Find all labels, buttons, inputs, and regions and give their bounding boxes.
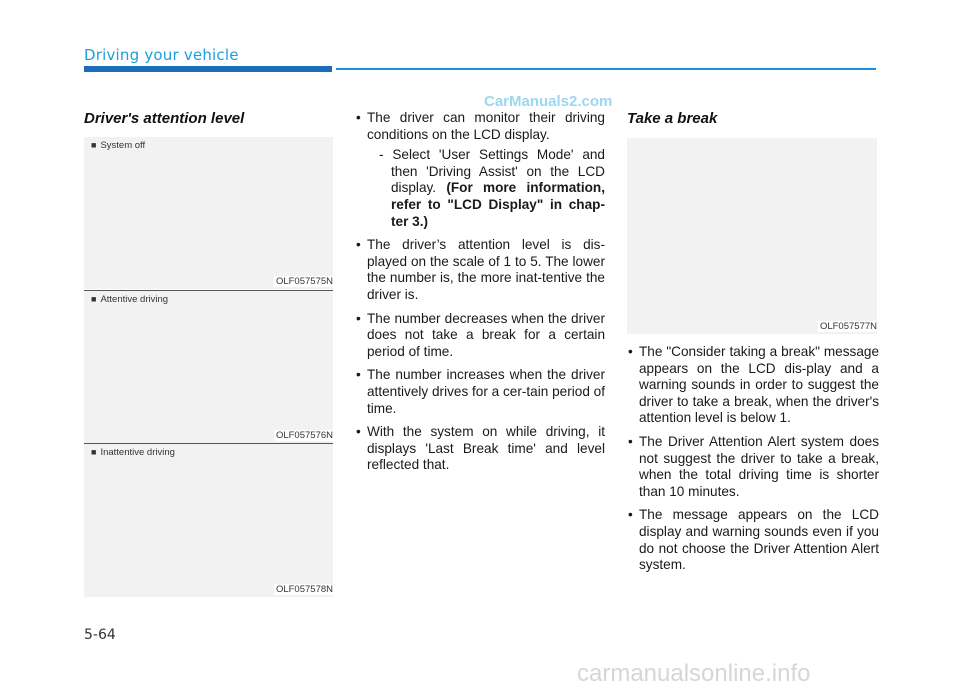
figure-caption: ■ System off — [91, 140, 146, 151]
figure-system-off — [84, 137, 333, 289]
drivers-attention-heading: Driver's attention level — [84, 110, 245, 127]
figure-caption: ■ Inattentive driving — [91, 447, 175, 458]
figure-code: OLF057577N — [819, 321, 877, 332]
square-bullet-icon: ■ — [91, 140, 97, 150]
figure-code: OLF057575N — [275, 276, 333, 287]
header-rule-thick — [84, 66, 332, 72]
figure-inattentive-driving — [84, 444, 333, 597]
square-bullet-icon: ■ — [91, 447, 97, 457]
sub-item: - Select 'User Settings Mode' and then 'Driving Assist' on the LCD display. (For more information, refer to "LCD Display" in chap-ter 3.) — [379, 147, 605, 229]
list-item: • The "Consider taking a break" message appears on the LCD dis-play and a warning sounds in order to suggest the driver to take a break, when the driver's attention level is below 1. — [628, 344, 879, 426]
list-item: • The number decreases when the driver does not take a break for a certain period of time. — [356, 310, 605, 359]
watermark-top[interactable]: CarManuals2.com — [484, 93, 613, 110]
column-3-text — [627, 344, 879, 581]
list-item: • The number increases when the driver attentively drives for a cer-tain period of time. — [356, 367, 606, 416]
figure-take-a-break — [627, 138, 877, 334]
page-number: 5-64 — [84, 627, 116, 643]
section-title: Driving your vehicle — [84, 46, 239, 64]
list-item: • The driver’s attention level is dis-played on the scale of 1 to 5. The lower the number is, the more inat-tentive the driver is. — [356, 237, 605, 302]
square-bullet-icon: ■ — [91, 294, 97, 304]
list-item: • The Driver Attention Alert system does not suggest the driver to take a break, when the total driving time is shorter than 10 minutes. — [628, 433, 879, 499]
list-item: • The message appears on the LCD display and warning sounds even if you do not choose the Driver Attention Alert system. — [628, 507, 879, 573]
figure-caption: ■ Attentive driving — [91, 294, 169, 305]
column-2-text — [355, 110, 605, 481]
figure-attentive-driving — [84, 291, 333, 443]
figure-code: OLF057576N — [275, 430, 333, 441]
figure-code: OLF057578N — [275, 584, 333, 595]
list-item: • The driver can monitor their driving conditions on the LCD display. - Select 'User Settings Mode' and then 'Driving Assist' on the LCD display. (For more information, refer to "LCD Display" in chap-ter 3.) — [356, 110, 605, 229]
header-rule-thin — [336, 68, 876, 70]
take-a-break-heading: Take a break — [627, 110, 718, 127]
list-item: • With the system on while driving, it displays 'Last Break time' and level reflected that. — [356, 424, 605, 473]
footer-watermark[interactable]: carmanualsonline.info — [577, 660, 811, 687]
